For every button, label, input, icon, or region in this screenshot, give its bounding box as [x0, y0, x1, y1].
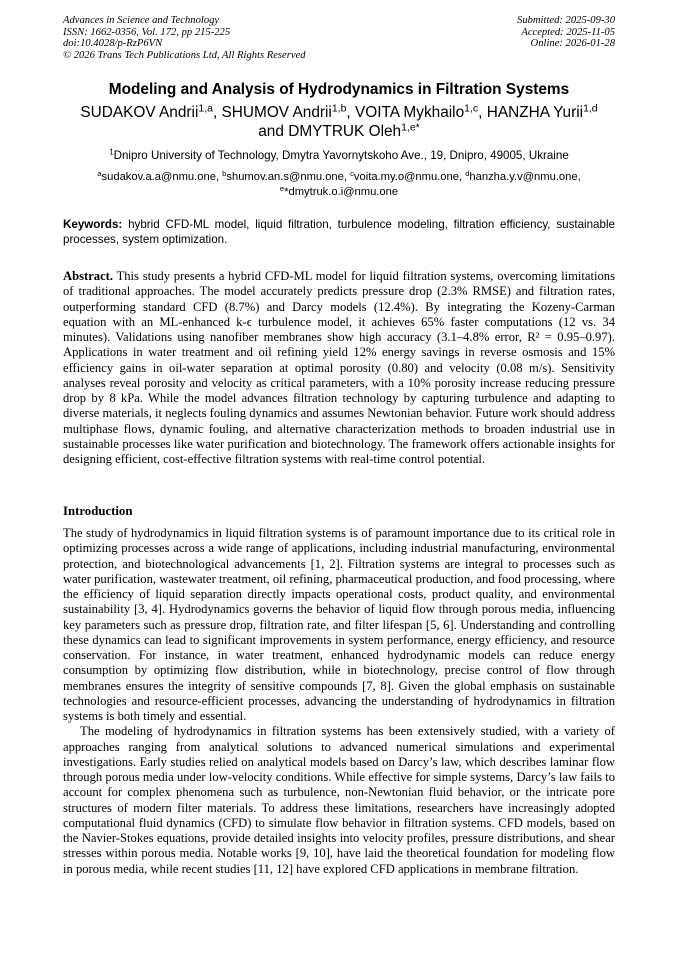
- author-name: SUDAKOV Andrii: [80, 104, 199, 121]
- email-separator: ,: [343, 171, 351, 183]
- journal-issn: ISSN: 1662-0356, Vol. 172, pp 215-225: [63, 26, 231, 38]
- body-paragraph: The modeling of hydrodynamics in filtration systems has been extensively studied, with a variety of approaches ranging from analytical solutions to advanced numerical simulations and experimental investigations. Early studies relied on analytical models based on Darcy’s law, which describes laminar flow through porous media under low-velocity conditions. While effective for simple systems, Darcy’s law fails to account for complex phenomena such as turbulence, non-Newtonian fluid behavior, or the intricate pore structures of modern filter materials. To address these limitations, researchers have increasingly adopted computational fluid dynamics (CFD) to simulate flow behavior in filtration systems. CFD models, based on the Navier-Stokes equations, provide detailed insights into velocity profiles, pressure distributions, and shear stresses within porous media. Notable works [9, 10], have laid the theoretical foundation for modeling flow in porous media, while recent studies [11, 12] have explored CFD applications in membrane filtration.: [63, 724, 615, 876]
- author-line-1: [0, 103, 678, 122]
- author-name: HANZHA Yurii: [486, 104, 584, 121]
- author-name: SHUMOV Andrii: [221, 104, 332, 121]
- body-paragraph: The study of hydrodynamics in liquid filtration systems is of paramount importance due to its critical role in optimizing processes across a wide range of applications, including industrial manufacturing, environmental protection, and biotechnological advancements [1, 2]. Filtration systems are integral to processes such as water purification, wastewater treatment, oil refining, pharmaceutical production, and food processing, where the efficiency of liquid separation directly impacts operational costs, product quality, and environmental sustainability [3, 4]. Hydrodynamics governs the behavior of liquid flow through porous media, influencing key parameters such as pressure drop, filtration rate, and filter lifespan [5, 6]. Understanding and controlling these dynamics can lead to significant improvements in system performance, energy efficiency, and resource conservation. For instance, in water treatment, enhanced hydrodynamic models can reduce energy consumption by optimizing flow distribution, while in biotechnology, precise control of flow through membranes ensures the integrity of sensitive compounds [7, 8]. Given the global emphasis on sustainable technologies and resource-efficient processes, advancing the understanding of hydrodynamics in filtration systems is both timely and essential.: [63, 526, 615, 723]
- copyright-notice: © 2026 Trans Tech Publications Ltd, All Rights Reserved: [63, 49, 306, 61]
- author-line-2: [0, 122, 678, 141]
- affiliation-sup: 1: [109, 147, 114, 157]
- affiliation: [0, 149, 678, 163]
- email-address[interactable]: hanzha.y.v@nmu.one: [469, 171, 578, 183]
- keywords-label: Keywords:: [63, 218, 123, 231]
- submitted-date: Submitted: 2025-09-30: [517, 15, 615, 26]
- author-sup: 1,e*: [401, 122, 420, 134]
- paper-title: Modeling and Analysis of Hydrodynamics in Filtration Systems: [108, 81, 570, 98]
- author-name: VOITA Mykhailo: [354, 104, 465, 121]
- author-name: DMYTRUK Oleh: [288, 123, 402, 140]
- author-sup: 1,b: [331, 103, 347, 115]
- email-list: [0, 170, 678, 199]
- keywords-block: [63, 218, 615, 247]
- author-sup: 1,a: [198, 103, 213, 115]
- section-heading: Introduction: [63, 504, 133, 518]
- abstract-label: Abstract.: [63, 269, 114, 283]
- accepted-date: Accepted: 2025-11-05: [521, 26, 615, 38]
- email-sup: d: [465, 168, 470, 178]
- keywords-text: hybrid CFD-ML model, liquid filtration, turbulence modeling, filtration efficiency, sustainable processes, system optimization.: [63, 218, 615, 246]
- email-address[interactable]: shumov.an.s@nmu.one: [226, 171, 344, 183]
- publication-dates: [517, 15, 615, 50]
- online-date: Online: 2026-01-28: [530, 38, 615, 50]
- email-sup: b: [222, 168, 227, 178]
- affiliation-text: Dnipro University of Technology, Dmytra Yavornytskoho Ave., 19, Dnipro, 49005, Ukraine: [113, 149, 569, 162]
- email-sup: c: [350, 168, 354, 178]
- journal-name: Advances in Science and Technology: [63, 15, 220, 26]
- email-sup: a: [97, 168, 102, 178]
- author-sup: 1,c: [464, 103, 479, 115]
- email-separator: ,: [458, 171, 466, 183]
- email-address[interactable]: voita.my.o@nmu.one: [353, 171, 459, 183]
- author-separator: ,: [212, 104, 222, 121]
- email-address[interactable]: *dmytruk.o.i@nmu.one: [284, 185, 399, 198]
- journal-doi: doi:10.4028/p-RzP6VN: [63, 38, 163, 50]
- author-and: and: [258, 123, 289, 140]
- author-separator: ,: [346, 104, 355, 121]
- abstract-text: This study presents a hybrid CFD-ML model for liquid filtration systems, overcoming limitations of traditional approaches. The model accurately predicts pressure drop (2.3% RMSE) and filtration rates, outperforming standard CFD (8.7%) and Darcy models (12.4%). By integrating the Kozeny-Carman equation with an ML-enhanced k-ϵ turbulence model, it achieves 65% faster computations (12 vs. 34 minutes). Validations using nanofiber membranes show high accuracy (3.1–4.8% error, R² = 0.95–0.97). Applications in water treatment and oil refining yield 12% energy savings in reverse osmosis and 15% efficiency gains in oil-water separation at optimal porosity (0.80) and velocity (0.08 m/s). Sensitivity analyses reveal porosity and velocity as critical parameters, with a 10% porosity increase reducing pressure drop by 8 kPa. While the model advances filtration technology by capturing turbulence and adapting to diverse materials, it neglects fouling dynamics and assumes Newtonian behavior. Future work should address multiphase flows, dynamic fouling, and alternative characterization methods to broaden industrial use in sustainable processes like water purification and biotechnology. The framework offers actionable insights for designing efficient, cost-effective filtration systems with real-time control potential.: [63, 269, 615, 466]
- email-separator: ,: [577, 171, 581, 183]
- introduction-body: [63, 526, 615, 877]
- email-sup: e: [279, 183, 285, 193]
- author-separator: ,: [478, 104, 487, 121]
- email-separator: ,: [215, 171, 223, 183]
- email-address[interactable]: sudakov.a.a@nmu.one: [101, 171, 216, 183]
- email-line-1: [0, 170, 678, 185]
- abstract-block: [63, 269, 615, 467]
- email-line-2: [0, 185, 678, 200]
- journal-info: [63, 15, 306, 61]
- author-sup: 1,d: [583, 103, 598, 115]
- author-list: [0, 103, 678, 141]
